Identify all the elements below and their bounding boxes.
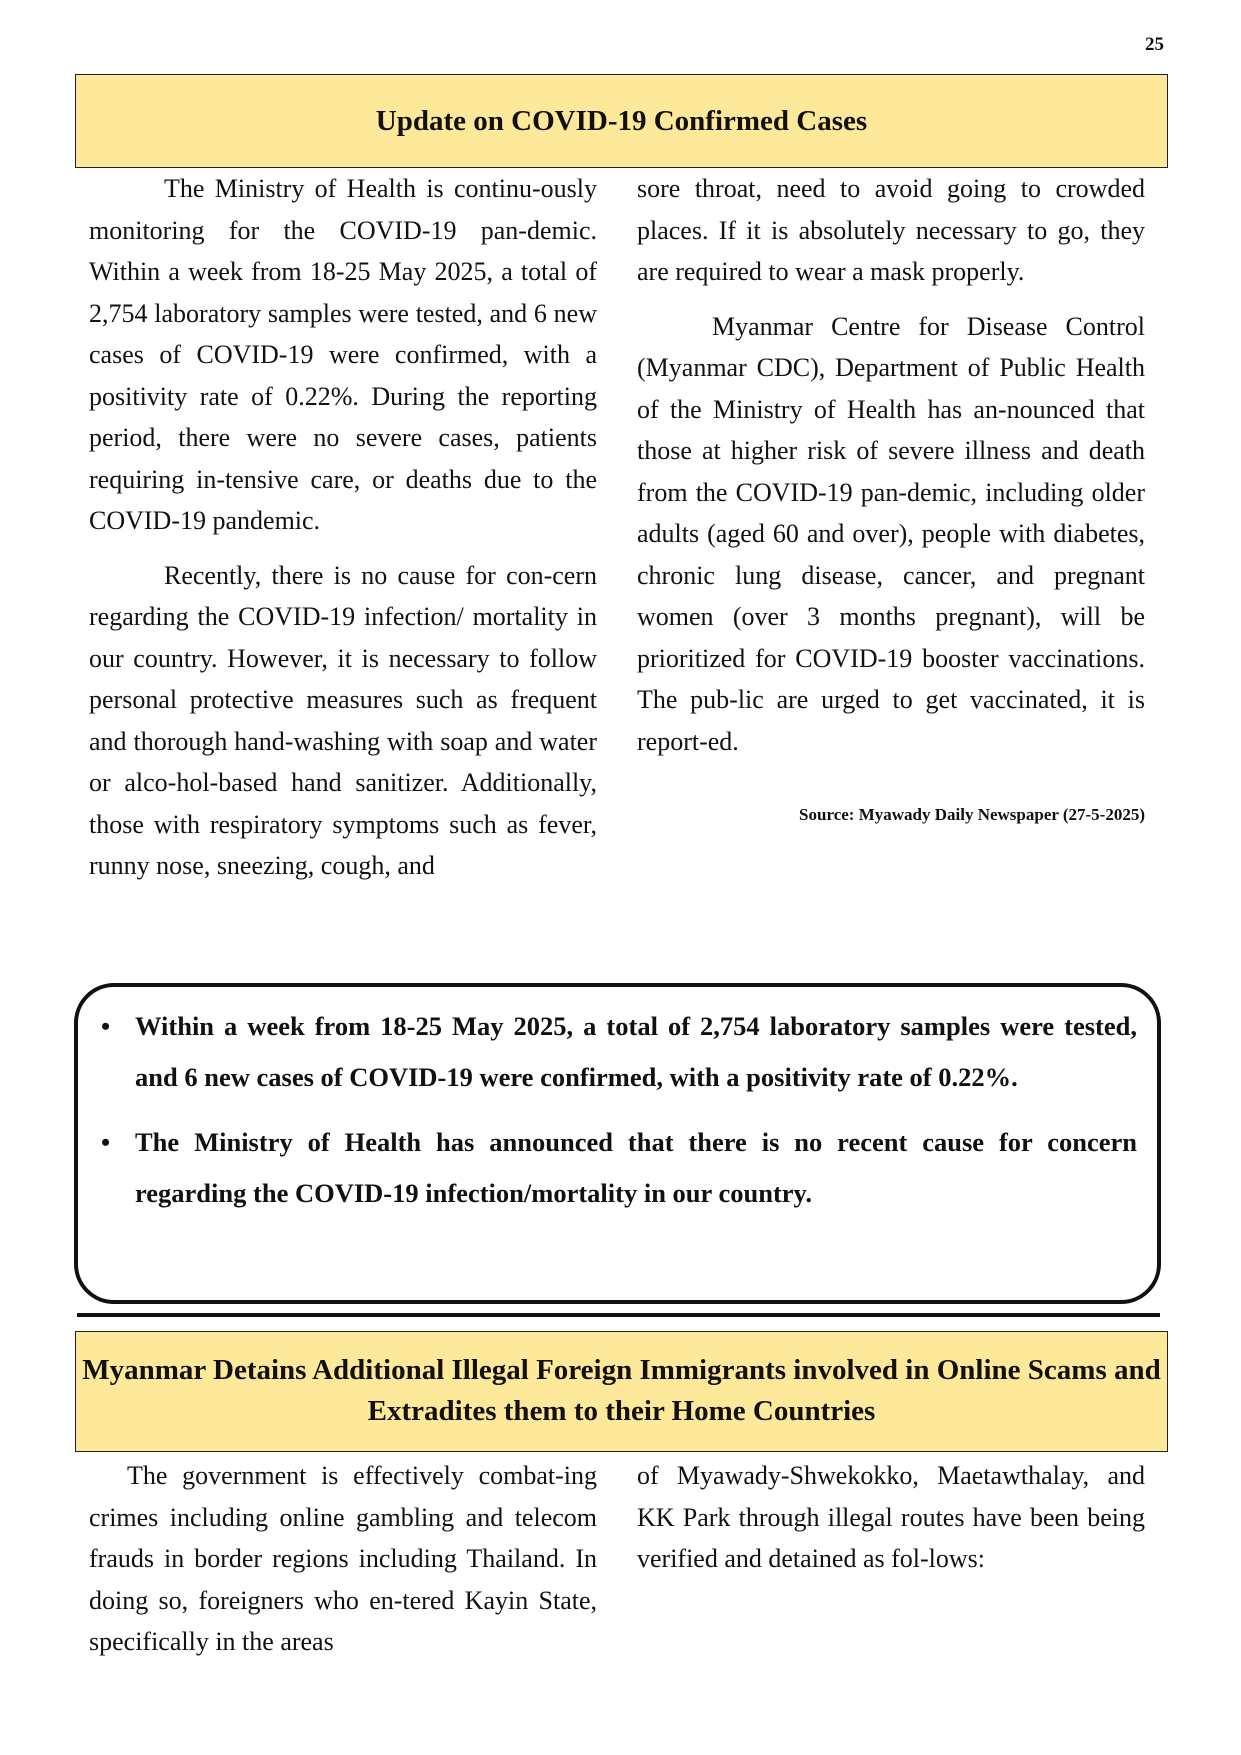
section-divider — [77, 1313, 1160, 1317]
article-paragraph: sore throat, need to avoid going to crowded places. If it is absolutely necessary to go, they are required to wear a mask properly. — [637, 174, 1145, 286]
article-column-left — [89, 1455, 597, 1663]
summary-bullet-item — [101, 1117, 1137, 1219]
page-number: 25 — [1145, 34, 1164, 55]
article-column-left — [89, 168, 597, 887]
article-paragraph: The government is effectively combat-ing crimes including online gambling and telecom frauds in border regions including Thailand. In doing so, foreigners who en-tered Kayin State, specifically in the areas — [89, 1461, 597, 1656]
bullet-icon: • — [101, 1012, 111, 1041]
article-column-right — [637, 1455, 1145, 1580]
article-column-right — [637, 168, 1145, 826]
summary-bullet-text: The Ministry of Health has announced that there is no recent cause for concern regarding the COVID-19 infection/mortality in our country. — [135, 1127, 1137, 1208]
bullet-icon: • — [101, 1128, 111, 1157]
article-title: Myanmar Detains Additional Illegal Foreign Immigrants involved in Online Scams and Extradites them to their Home Countries — [75, 1331, 1168, 1452]
summary-list — [78, 987, 1157, 1219]
article-paragraph: Recently, there is no cause for con-cern regarding the COVID-19 infection/ mortality in our country. However, it is necessary to follow personal protective measures such as frequent and thorough hand-washing with soap and water or alco-hol-based hand sanitizer. Additionally, those with respiratory symptoms such as fever, runny nose, sneezing, cough, and — [89, 560, 597, 880]
source-citation: Source: Myawady Daily Newspaper (27-5-2025) — [799, 805, 1145, 824]
article-paragraph: Myanmar Centre for Disease Control (Myanmar CDC), Department of Public Health of the Ministry of Health has an-nounced that those at higher risk of severe illness and death from the COVID-19 pan-demic, including older adults (aged 60 and over), people with diabetes, chronic lung disease, cancer, and pregnant women (over 3 months pregnant), will be prioritized for COVID-19 booster vaccinations. The pub-lic are urged to get vaccinated, it is report-ed. — [637, 311, 1145, 756]
article-paragraph: The Ministry of Health is continu-ously monitoring for the COVID-19 pan-demic. Within a week from 18-25 May 2025, a total of 2,754 laboratory samples were tested, and 6 new cases of COVID-19 were confirmed, with a positivity rate of 0.22%. During the reporting period, there were no severe cases, patients requiring in-tensive care, or deaths due to the COVID-19 pandemic. — [89, 174, 597, 535]
summary-box — [74, 983, 1161, 1304]
article-title: Update on COVID-19 Confirmed Cases — [75, 74, 1168, 168]
article-paragraph: of Myawady-Shwekokko, Maetawthalay, and KK Park through illegal routes have been being verified and detained as fol-lows: — [637, 1461, 1145, 1573]
summary-bullet-text: Within a week from 18-25 May 2025, a total of 2,754 laboratory samples were tested, and 6 new cases of COVID-19 were confirmed, with a positivity rate of 0.22%. — [135, 1011, 1137, 1092]
summary-bullet-item — [101, 1001, 1137, 1103]
